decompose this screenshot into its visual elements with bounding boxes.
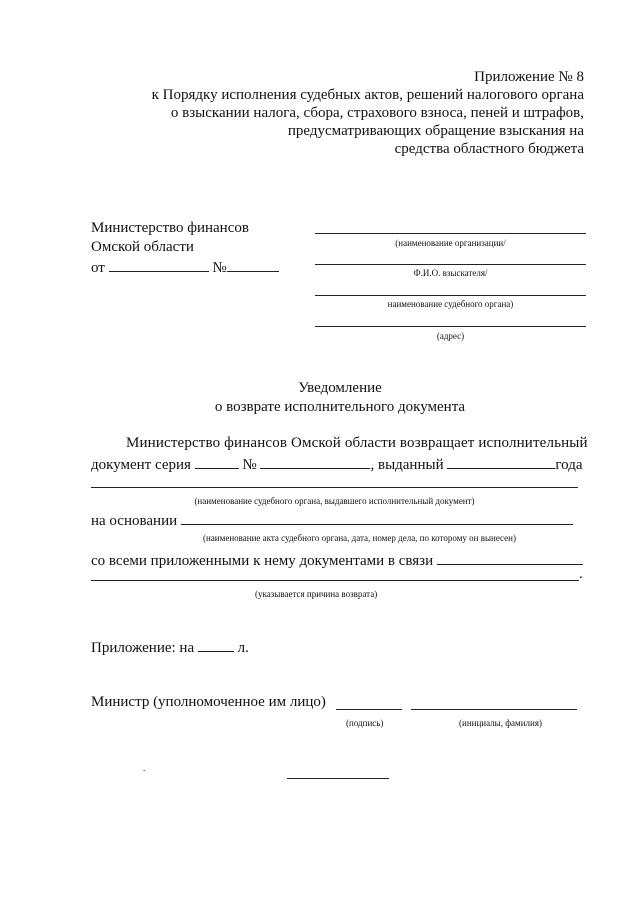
document-title: Уведомление (298, 380, 382, 396)
basis-row (91, 510, 573, 530)
recipient-caption-name: Ф.И.О. взыскателя/ (413, 268, 488, 278)
doc-series-field[interactable] (195, 454, 239, 469)
number-field[interactable] (227, 257, 279, 272)
basis-label: на основании (91, 513, 178, 529)
appendix-number: Приложение № 8 (474, 69, 584, 85)
body-doc-row (91, 454, 583, 474)
number-sign: № (212, 260, 227, 276)
appendix-line-3: о взыскании налога, сбора, страхового взноса, пеней и штрафов, (170, 105, 584, 121)
signature-label: Министр (уполномоченное им лицо) (91, 694, 326, 710)
attachment-pages-field[interactable] (198, 637, 234, 652)
doc-series-label: документ серия (91, 457, 191, 473)
document-subtitle: о возврате исполнительного документа (214, 399, 466, 415)
footer-separator (287, 778, 389, 779)
recipient-name-line[interactable] (315, 264, 586, 265)
basis-field[interactable] (181, 510, 573, 525)
appendix-line-5: средства областного бюджета (394, 141, 584, 157)
attached-label: со всеми приложенными к нему документами в связи (91, 553, 434, 569)
recipient-address-line[interactable] (315, 326, 586, 327)
issuing-court-caption: (наименование судебного органа, выдавшего исполнительный документ) (194, 496, 475, 506)
reason-line[interactable] (91, 580, 579, 581)
signature-caption: (подпись) (346, 718, 384, 728)
reason-field[interactable] (437, 550, 583, 565)
reason-end-dot: . (579, 566, 583, 582)
attachment-label: Приложение: на (91, 640, 195, 656)
issuing-court-line[interactable] (91, 487, 578, 488)
doc-number-sign: № (242, 457, 257, 473)
recipient-caption-org: (наименование организации/ (395, 238, 506, 248)
issued-date-field[interactable] (447, 454, 555, 469)
recipient-org-line[interactable] (315, 233, 586, 234)
attachment-suffix: л. (237, 640, 249, 656)
appendix-line-4: предусматривающих обращение взыскания на (287, 123, 584, 139)
attachment-row (91, 637, 249, 657)
from-label: от (91, 260, 105, 276)
initials-caption: (инициалы, фамилия) (459, 718, 542, 728)
sender-date-row (91, 257, 279, 277)
reason-caption: (указывается причина возврата) (255, 589, 378, 599)
sender-line-2: Омской области (91, 239, 194, 255)
appendix-line-2: к Порядку исполнения судебных актов, решений налогового органа (151, 87, 584, 103)
sender-line-1: Министерство финансов (91, 220, 249, 236)
date-field[interactable] (109, 257, 209, 272)
recipient-caption-court: наименование судебного органа) (387, 299, 514, 309)
recipient-caption-address: (адрес) (436, 331, 465, 341)
doc-number-field[interactable] (260, 454, 370, 469)
basis-caption: (наименование акта судебного органа, дата, номер дела, по которому он вынесен) (203, 533, 516, 543)
signature-line[interactable] (336, 709, 402, 710)
year-label: года (555, 457, 583, 473)
initials-line[interactable] (411, 709, 577, 710)
attached-row (91, 550, 583, 570)
issued-label: , выданный (370, 457, 444, 473)
body-paragraph-1: Министерство финансов Омской области возвращает исполнительный (126, 435, 588, 451)
footer-dot: . (143, 763, 146, 773)
recipient-court-line[interactable] (315, 295, 586, 296)
